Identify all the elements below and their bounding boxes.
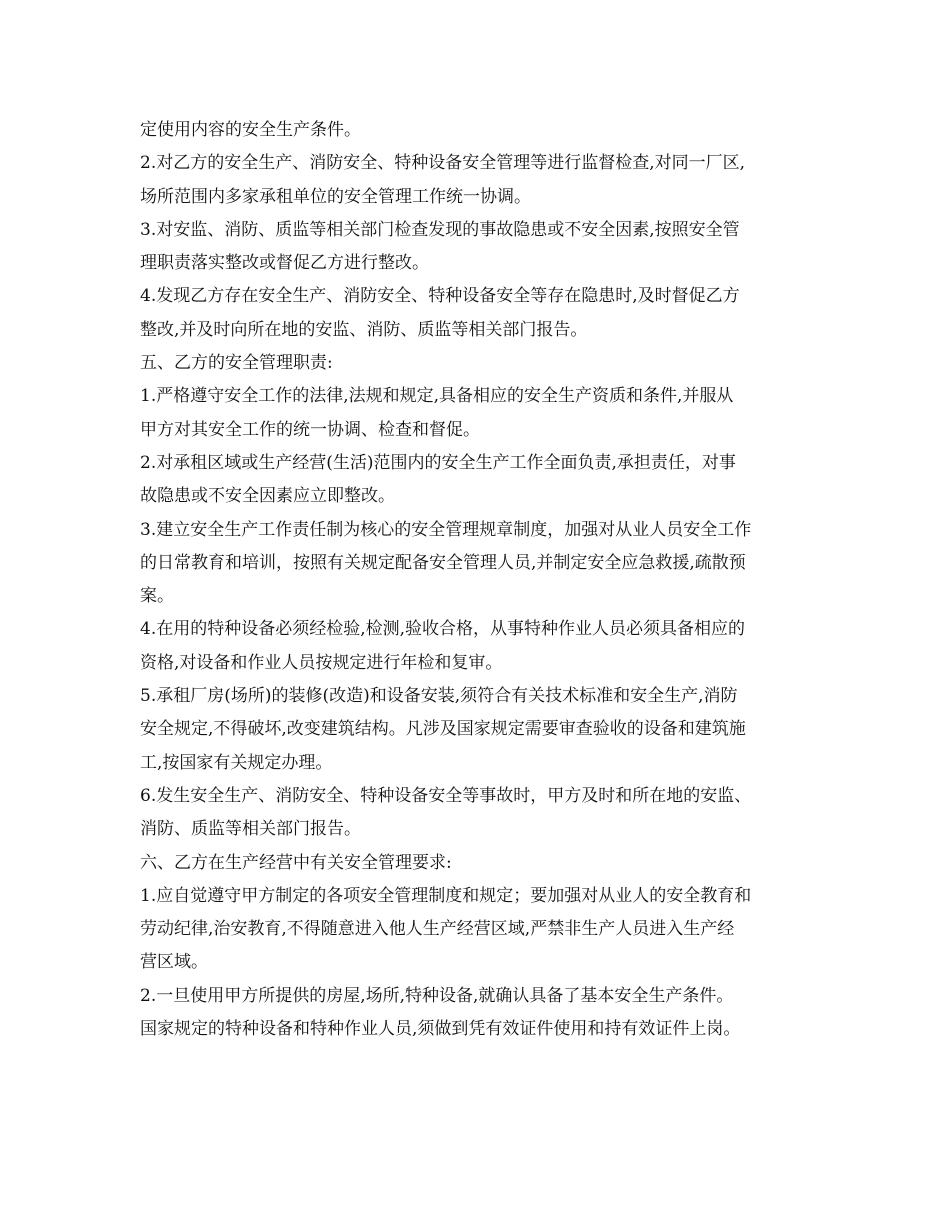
text-line: 2.对乙方的安全生产、消防安全、特种设备安全管理等进行监督检查,对同一厂区, xyxy=(140,153,746,174)
section-heading: 六、乙方在生产经营中有关安全管理要求: xyxy=(140,852,452,873)
text-line: 5.承租厂房(场所)的装修(改造)和设备安装,须符合有关技术标准和安全生产,消防 xyxy=(140,686,738,707)
text-line: 3.对安监、消防、质监等相关部门检查发现的事故隐患或不安全因素,按照安全管 xyxy=(140,219,740,240)
text-line: 定使用内容的安全生产条件。 xyxy=(140,120,361,140)
text-line: 3.建立安全生产工作责任制为核心的安全管理规章制度，加强对从业人员安全工作 xyxy=(140,519,752,540)
text-line: 消防、质监等相关部门报告。 xyxy=(140,819,361,840)
text-line: 6.发生安全生产、消防安全、特种设备安全等事故时，甲方及时和所在地的安监、 xyxy=(140,785,752,806)
document-body xyxy=(140,114,820,1046)
text-line: 2.对承租区域或生产经营(生活)范围内的安全生产工作全面负责,承担责任，对事 xyxy=(140,452,736,473)
text-line: 4.在用的特种设备必须经检验,检测,验收合格，从事特种作业人员必须具备相应的 xyxy=(140,619,746,640)
text-line: 劳动纪律,治安教育,不得随意进入他人生产经营区域,严禁非生产人员进入生产经 xyxy=(140,919,735,940)
text-line: 场所范围内多家承租单位的安全管理工作统一协调。 xyxy=(140,186,531,207)
text-line: 1.严格遵守安全工作的法律,法规和规定,具备相应的安全生产资质和条件,并服从 xyxy=(140,386,734,407)
text-line: 资格,对设备和作业人员按规定进行年检和复审。 xyxy=(140,652,503,673)
text-line: 1.应自觉遵守甲方制定的各项安全管理制度和规定；要加强对从业人的安全教育和 xyxy=(140,885,752,906)
text-line: 的日常教育和培训，按照有关规定配备安全管理人员,并制定安全应急救援,疏散预 xyxy=(140,552,746,573)
text-line: 整改,并及时向所在地的安监、消防、质监等相关部门报告。 xyxy=(140,319,588,340)
section-heading: 五、乙方的安全管理职责: xyxy=(140,353,333,374)
text-line: 2.一旦使用甲方所提供的房屋,场所,特种设备,就确认具备了基本安全生产条件。 xyxy=(140,985,734,1006)
text-line: 案。 xyxy=(140,586,174,607)
text-line: 故隐患或不安全因素应立即整改。 xyxy=(140,486,395,507)
text-line: 国家规定的特种设备和特种作业人员,须做到凭有效证件使用和持有效证件上岗。 xyxy=(140,1019,741,1040)
text-line: 理职责落实整改或督促乙方进行整改。 xyxy=(140,253,429,274)
text-line: 甲方对其安全工作的统一协调、检查和督促。 xyxy=(140,419,480,440)
text-line: 营区域。 xyxy=(140,952,208,973)
text-line: 安全规定,不得破坏,改变建筑结构。凡涉及国家规定需要审查验收的设备和建筑施 xyxy=(140,719,746,740)
text-line: 工,按国家有关规定办理。 xyxy=(140,752,333,773)
text-line: 4.发现乙方存在安全生产、消防安全、特种设备安全等存在隐患时,及时督促乙方 xyxy=(140,286,740,307)
